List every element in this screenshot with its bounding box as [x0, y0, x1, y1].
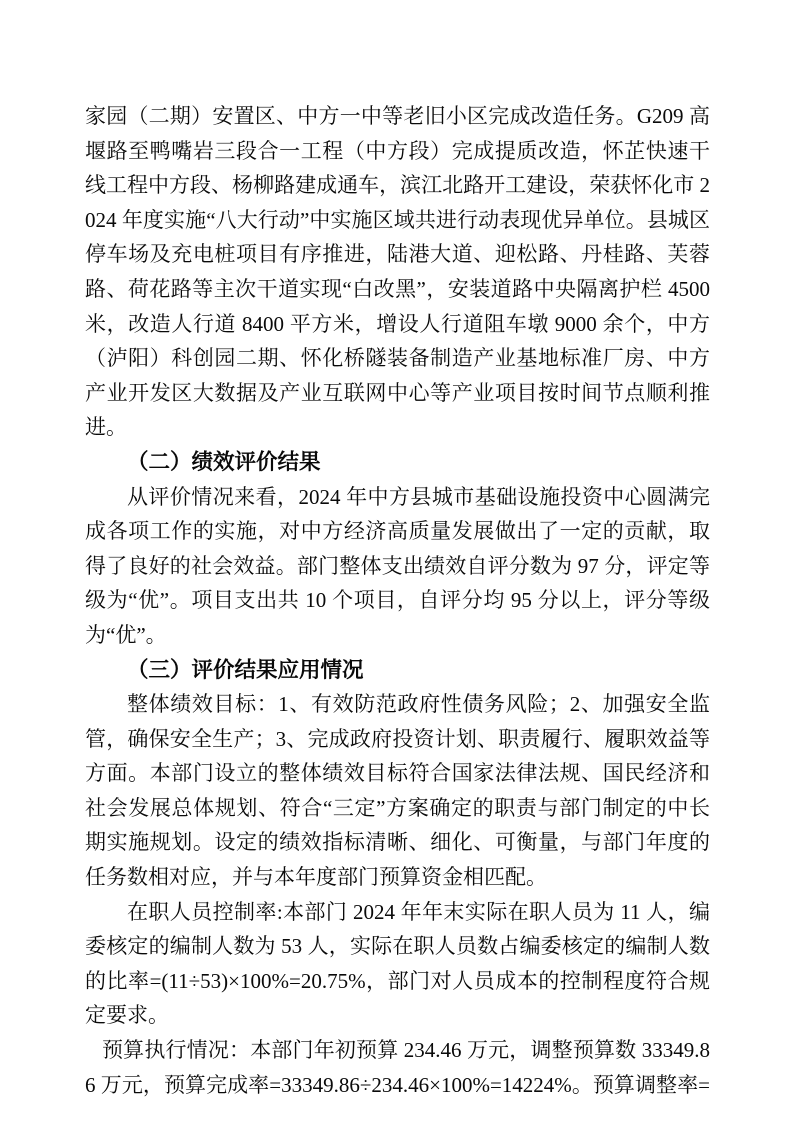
heading-evaluation-result-application: （三）评价结果应用情况 — [127, 657, 364, 682]
paragraph-budget-execution: 预算执行情况：本部门年初预算 234.46 万元，调整预算数 33349.86 万元，预算完成率=33349.86÷234.46×100%=14224%。预算调整率= — [85, 1038, 710, 1097]
paragraph-staff-control-rate: 在职人员控制率:本部门 2024 年年末实际在职人员为 11 人，编委核定的编制人数为 53 人，实际在职人员数占编委核定的编制人数的比率=(11÷53)×100%=20.75%，部门对人员成本的控制程度符合规定要求。 — [85, 899, 710, 1028]
paragraph-urban-renewal-projects: 家园（二期）安置区、中方一中等老旧小区完成改造任务。G209 高堰路至鸭嘴岩三段合一工程（中方段）完成提质改造，怀芷快速干线工程中方段、杨柳路建成通车，滨江北路开工建设，荣获怀化市 2024 年度实施“八大行动”中实施区域共进行动表现优异单位。县城区停车场及充电桩项目有序推进，陆港大道、迎松路、丹桂路、芙蓉路、荷花路等主次干道实现“白改黑”，安装道路中央隔离护栏 4500 米，改造人行道 8400 平方米，增设人行道阻车墩 9000 余个，中方（泸阳）科创园二期、怀化桥隧装备制造产业基地标准厂房、中方产业开发区大数据及产业互联网中心等产业项目按时间节点顺利推进。 — [85, 104, 710, 440]
heading-performance-evaluation-results: （二）绩效评价结果 — [127, 449, 321, 474]
paragraph-overall-performance-goals: 整体绩效目标：1、有效防范政府性债务风险；2、加强安全监管，确保安全生产；3、完成政府投资计划、职责履行、履职效益等方面。本部门设立的整体绩效目标符合国家法律法规、国民经济和社会发展总体规划、符合“三定”方案确定的职责与部门制定的中长期实施规划。设定的绩效指标清晰、细化、可衡量，与部门年度的任务数相对应，并与本年度部门预算资金相匹配。 — [85, 692, 710, 890]
paragraph-evaluation-summary: 从评价情况来看，2024 年中方县城市基础设施投资中心圆满完成各项工作的实施，对中方经济高质量发展做出了一定的贡献，取得了良好的社会效益。部门整体支出绩效自评分数为 97 分，评定等级为“优”。项目支出共 10 个项目，自评分均 95 分以上，评分等级为“优”。 — [85, 484, 710, 647]
